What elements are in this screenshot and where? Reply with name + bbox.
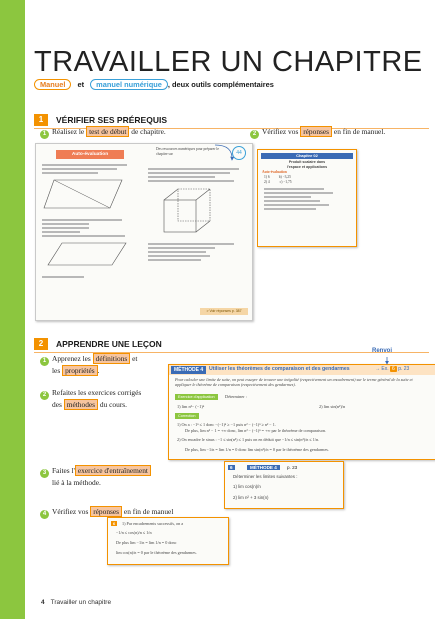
section1-title: VÉRIFIER SES PRÉREQUIS <box>56 115 167 125</box>
methode-ref-num: 6 <box>392 366 395 372</box>
methode-correction-tag: Correction <box>175 413 199 419</box>
autoevaluation-header: Auto-évaluation <box>56 150 124 159</box>
s2-step3-pre: Faites l' <box>52 466 75 475</box>
section2-title: APPRENDRE UNE LEÇON <box>56 339 162 349</box>
s1-step1-number: 1 <box>40 130 49 139</box>
s2-step2-number: 2 <box>40 391 49 400</box>
connector-arrows <box>25 0 435 619</box>
s2-step4-number: 4 <box>40 510 49 519</box>
s2-step1-post: . <box>97 366 100 375</box>
reponses-r1b: b) −3,25 <box>278 175 291 179</box>
s2-step1-highlight1: définitions <box>93 353 131 364</box>
s1-step1-post: de chapitre. <box>131 127 166 136</box>
methode-c1: 1) On a : −1ⁿ ≤ 1 donc −(−1)ⁿ ≥ −1 puis n² − (−1)ⁿ ≥ n² − 1. <box>177 422 276 427</box>
exercice-text: Déterminer les limites suivantes : <box>233 474 298 479</box>
page-title: TRAVAILLER UN CHAPITRE <box>34 46 423 78</box>
s2-step4-pre: Vérifiez vos <box>52 507 89 516</box>
methode-title: Utiliser les théorèmes de comparaison et des gendarmes <box>209 366 350 372</box>
methode-c2b: De plus, lim −1/n = lim 1/n = 0 donc lim sin(n²)/n = 0 par le théorème des gendarmes. <box>185 447 329 452</box>
manuel-numerique-pill: manuel numérique <box>90 79 168 90</box>
s2-step3-number: 3 <box>40 469 49 478</box>
section1-number: 1 <box>34 114 48 126</box>
reponses-sub3: Auto-évaluation <box>262 170 287 174</box>
reponse-t1: 1) Par encadrements successifs, on a <box>122 521 184 526</box>
reponses-r2b: c) −1,75 <box>279 180 292 184</box>
reponse-t2: −1/n ≤ cos(n)/n ≤ 1/n <box>116 530 152 535</box>
footer-page-number: 4 <box>41 599 45 606</box>
reponses-sub2: l'espace et applications <box>286 165 328 169</box>
reponse-number: 6 <box>113 521 116 526</box>
s1-step2-post: en fin de manuel. <box>333 127 386 136</box>
subtitle-et: et <box>77 80 85 89</box>
exercice-number: 6 <box>230 465 233 470</box>
exercice-l1: 1) lim cos(n)/n <box>233 484 261 489</box>
s2-step3-line2: lié à la méthode. <box>52 478 101 487</box>
s2-step1-mid2: les <box>52 366 61 375</box>
s2-step3-highlight: exercice d'entraînement <box>75 465 151 476</box>
left-color-bar <box>0 0 25 619</box>
exercice-l2: 2) lim n² + 3 sin(n) <box>233 495 269 500</box>
s1-step2-number: 2 <box>250 130 259 139</box>
s2-step2-line1: Refaites les exercices corrigés <box>52 388 142 397</box>
subtitle-suffix: , deux outils complémentaires <box>167 80 274 89</box>
methode-determiner: Déterminer : <box>225 394 247 399</box>
page-number-badge: 44 <box>232 146 246 160</box>
s2-step1-mid: et <box>132 354 138 363</box>
autoevaluation-topnote: Des ressources numériques pour préparer le chapitre sur <box>156 147 219 156</box>
footer-text: Travailler un chapitre <box>50 599 112 606</box>
renvoi-label: Renvoi <box>372 348 393 354</box>
s2-step4-highlight: réponses <box>90 506 122 517</box>
methode-lim2: 2) lim sin(n²)/n <box>319 404 346 409</box>
methode-c2: 2) On encadre le sinus : −1 ≤ sin(n²) ≤ 1 puis on en déduit que −1/n ≤ sin(n²)/n ≤ 1/n. <box>177 437 320 442</box>
methode-label: MÉTHODE 4 <box>171 366 206 374</box>
s1-step2-pre: Vérifiez vos <box>262 127 299 136</box>
reponses-r1a: 1) 6 <box>264 175 270 179</box>
page-footer <box>41 599 111 606</box>
s2-step2-pre: des <box>52 400 62 409</box>
section2-number: 2 <box>34 338 48 350</box>
reponse-t4: lim cos(n)/n = 0 par le théorème des gendarmes. <box>116 550 197 555</box>
s1-step1-highlight: test de début <box>86 126 129 137</box>
methode-ref-ex: → Ex. <box>375 366 389 372</box>
manuel-pill: Manuel <box>34 79 71 90</box>
methode-c1b: De plus, lim n² − 1 = +∞ donc, lim n² − (−1)ⁿ = +∞ par le théorème de comparaison. <box>185 428 326 433</box>
s1-step1-pre: Réalisez le <box>52 127 85 136</box>
reponses-chapter-head: Chapitre 02 <box>261 153 353 159</box>
methode-lim1: 1) lim n²− (−1)ⁿ <box>177 404 205 409</box>
exercice-page: p. 23 <box>287 465 298 470</box>
methode-exercice-tag: Exercice d'application <box>175 394 218 400</box>
voir-reponses-tag: > Voir réponses p. 387 <box>200 308 248 315</box>
s2-step1-highlight2: propriétés <box>62 365 98 376</box>
s2-step1-pre: Apprenez les <box>52 354 91 363</box>
s2-step2-post: du cours. <box>99 400 128 409</box>
s2-step1-number: 1 <box>40 357 49 366</box>
reponses-sub1: Produit scalaire dans <box>288 160 326 164</box>
methode-body: Pour calculer une limite de suite, on peut essayer de trouver une inégalité (respectivement un encadrement) sur le terme général de la suite et appliquer le théorème de comparaison (respectivement des gendarmes). <box>175 377 413 387</box>
reponses-r2a: 2) 4 <box>264 180 270 184</box>
s2-step4-post: en fin de manuel <box>123 507 174 516</box>
s2-step2-highlight: méthodes <box>64 399 98 410</box>
methode-ref-page: p. 23 <box>398 366 410 372</box>
reponse-t3: De plus lim −1/n = lim 1/n = 0 donc <box>116 540 177 545</box>
s1-step2-highlight: réponses <box>300 126 332 137</box>
exercice-methode-label: MÉTHODE 4 <box>247 465 280 470</box>
